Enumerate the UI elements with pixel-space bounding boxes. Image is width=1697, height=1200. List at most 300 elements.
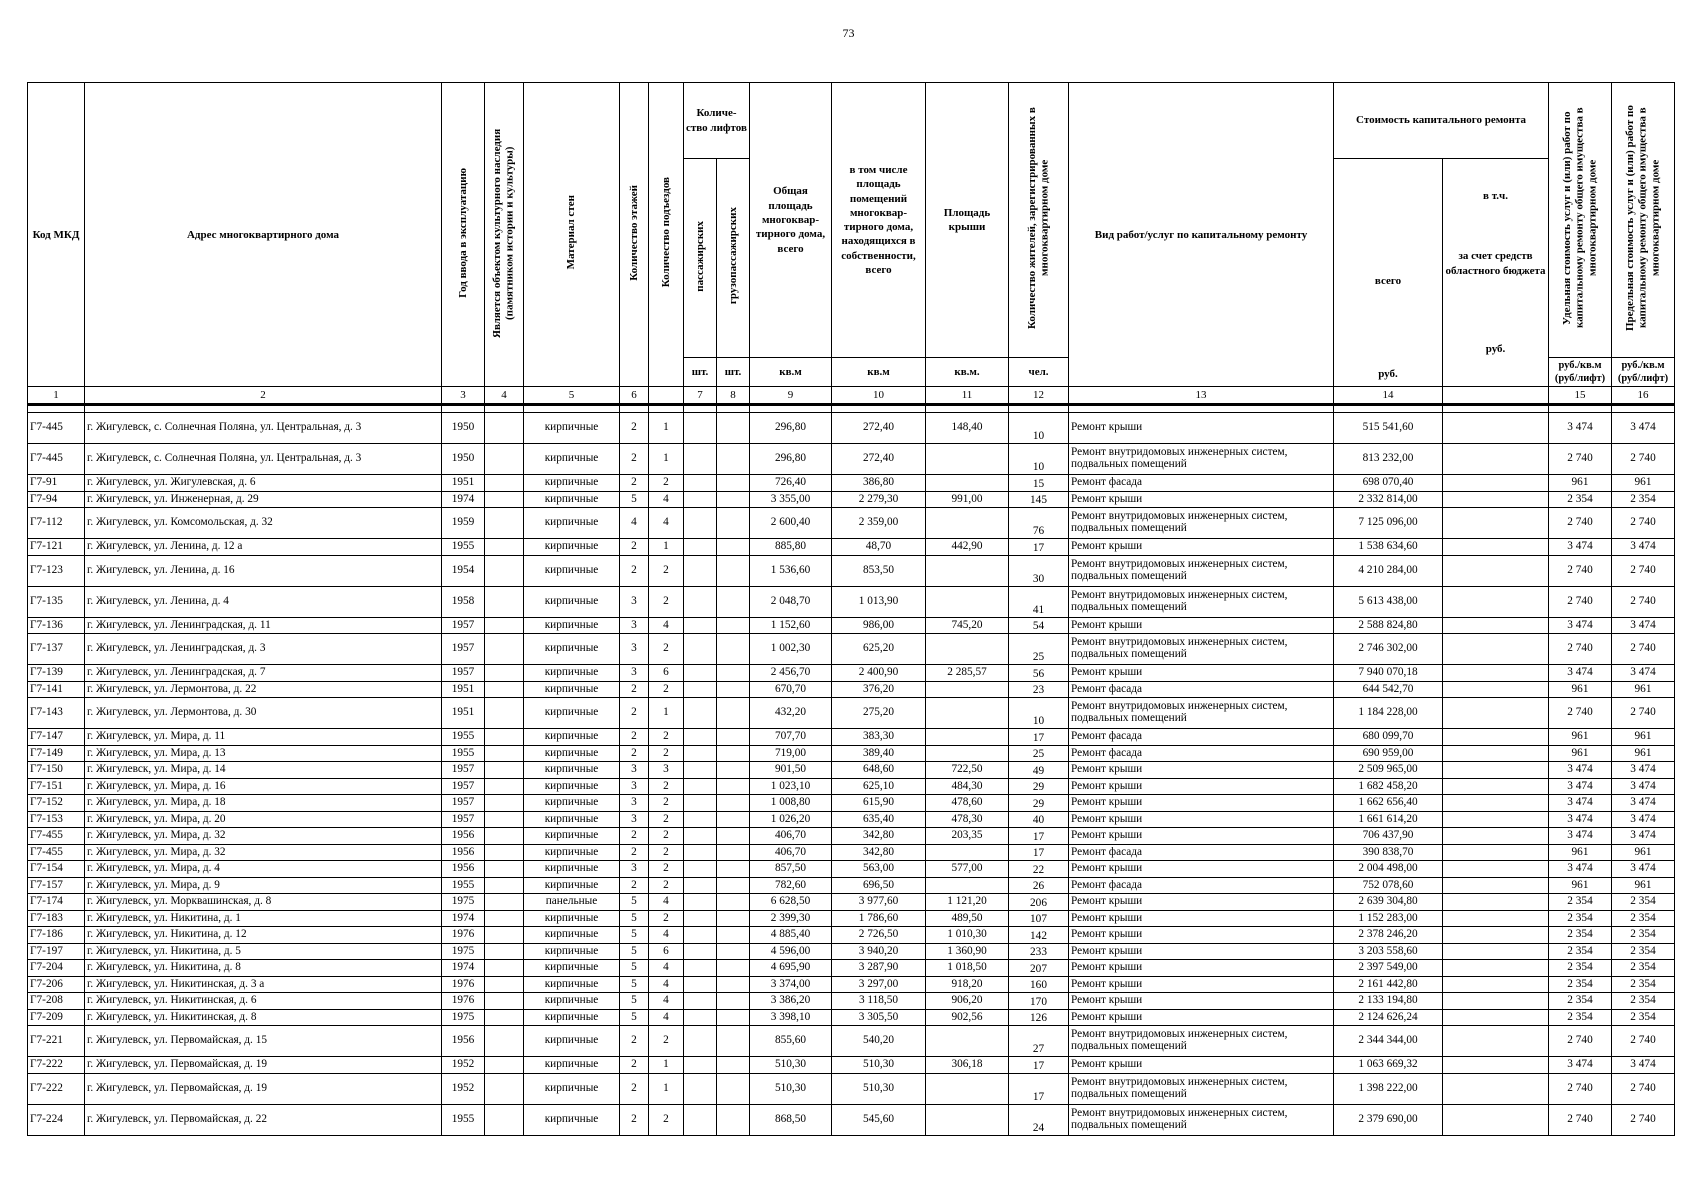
cell-area-total: 510,30 <box>750 1073 832 1104</box>
cell-lifts-pass <box>684 910 717 927</box>
cell-unit-cost: 2 354 <box>1549 894 1612 911</box>
cell-lifts-cargo <box>717 555 750 586</box>
cell-floors: 2 <box>620 539 649 556</box>
cell-cost-total: 2 378 246,20 <box>1334 927 1443 944</box>
cell-max-cost: 961 <box>1612 877 1675 894</box>
cell-residents: 41 <box>1009 586 1069 617</box>
cell-cost-total: 2 746 302,00 <box>1334 634 1443 665</box>
table-row <box>28 993 1675 1010</box>
cell-code: Г7-123 <box>28 555 85 586</box>
cell-floors: 5 <box>620 491 649 508</box>
table-row <box>28 795 1675 812</box>
cell-unit-cost: 3 474 <box>1549 778 1612 795</box>
cell-code: Г7-153 <box>28 811 85 828</box>
cell-cost-regional <box>1443 1073 1549 1104</box>
table-row <box>28 1057 1675 1074</box>
cell-unit-cost: 2 740 <box>1549 586 1612 617</box>
cell-residents: 233 <box>1009 943 1069 960</box>
cell-unit-cost: 2 354 <box>1549 910 1612 927</box>
cell-year: 1952 <box>442 1073 485 1104</box>
table-row <box>28 617 1675 634</box>
cell-code: Г7-455 <box>28 828 85 845</box>
cell-area-total: 1 023,10 <box>750 778 832 795</box>
cell-max-cost: 2 740 <box>1612 1026 1675 1057</box>
cell-lifts-cargo <box>717 894 750 911</box>
cell-cost-regional <box>1443 508 1549 539</box>
cell-roof-area <box>926 844 1009 861</box>
header-heritage: Является объектом культурного наследия (памятником истории и культуры) <box>485 83 524 387</box>
cell-heritage <box>485 1057 524 1074</box>
cell-cost-regional <box>1443 795 1549 812</box>
cell-work-type: Ремонт внутридомовых инженерных систем, подвальных помещений <box>1069 1073 1334 1104</box>
cell-work-type: Ремонт крыши <box>1069 1009 1334 1026</box>
cell-heritage <box>485 555 524 586</box>
cell-area-total: 406,70 <box>750 828 832 845</box>
cell-walls: кирпичные <box>524 778 620 795</box>
cell-area-owned: 342,80 <box>832 844 926 861</box>
cell-walls: кирпичные <box>524 1104 620 1135</box>
cell-address: г. Жигулевск, ул. Морквашинская, д. 8 <box>85 894 442 911</box>
cell-year: 1974 <box>442 491 485 508</box>
cell-max-cost: 3 474 <box>1612 617 1675 634</box>
cell-area-total: 3 386,20 <box>750 993 832 1010</box>
cell-walls: кирпичные <box>524 861 620 878</box>
cell-entrances: 2 <box>649 811 684 828</box>
cell-address: г. Жигулевск, ул. Лермонтова, д. 30 <box>85 698 442 729</box>
cell-residents: 10 <box>1009 413 1069 444</box>
cell-walls: кирпичные <box>524 993 620 1010</box>
cell-year: 1974 <box>442 910 485 927</box>
cell-roof-area <box>926 508 1009 539</box>
cell-lifts-pass <box>684 665 717 682</box>
cell-code: Г7-174 <box>28 894 85 911</box>
cell-area-total: 4 885,40 <box>750 927 832 944</box>
cell-roof-area: 148,40 <box>926 413 1009 444</box>
cell-address: г. Жигулевск, ул. Ленинградская, д. 11 <box>85 617 442 634</box>
table-row <box>28 745 1675 762</box>
cell-residents: 17 <box>1009 828 1069 845</box>
cell-address: г. Жигулевск, ул. Ленина, д. 4 <box>85 586 442 617</box>
cell-walls: кирпичные <box>524 665 620 682</box>
cell-area-owned: 540,20 <box>832 1026 926 1057</box>
cell-unit-cost: 2 740 <box>1549 444 1612 475</box>
cell-address: г. Жигулевск, ул. Комсомольская, д. 32 <box>85 508 442 539</box>
cell-year: 1956 <box>442 828 485 845</box>
cell-heritage <box>485 960 524 977</box>
cell-entrances: 3 <box>649 762 684 779</box>
cell-floors: 5 <box>620 976 649 993</box>
cell-walls: кирпичные <box>524 491 620 508</box>
cell-address: г. Жигулевск, ул. Жигулевская, д. 6 <box>85 475 442 492</box>
cell-year: 1952 <box>442 1057 485 1074</box>
cell-area-total: 726,40 <box>750 475 832 492</box>
cell-roof-area: 442,90 <box>926 539 1009 556</box>
cell-max-cost: 2 740 <box>1612 634 1675 665</box>
cell-cost-regional <box>1443 877 1549 894</box>
cell-work-type: Ремонт крыши <box>1069 943 1334 960</box>
cell-lifts-pass <box>684 617 717 634</box>
cell-code: Г7-209 <box>28 1009 85 1026</box>
cell-heritage <box>485 508 524 539</box>
cell-heritage <box>485 745 524 762</box>
cell-cost-total: 644 542,70 <box>1334 681 1443 698</box>
column-number: 16 <box>1612 387 1675 405</box>
cell-area-total: 2 399,30 <box>750 910 832 927</box>
unit-cost-regional: руб. <box>1485 342 1506 355</box>
cell-work-type: Ремонт крыши <box>1069 976 1334 993</box>
cell-lifts-pass <box>684 1057 717 1074</box>
cell-max-cost: 2 354 <box>1612 976 1675 993</box>
column-number: 9 <box>750 387 832 405</box>
cell-address: г. Жигулевск, ул. Никитина, д. 12 <box>85 927 442 944</box>
cell-cost-regional <box>1443 586 1549 617</box>
cell-code: Г7-197 <box>28 943 85 960</box>
table-row <box>28 877 1675 894</box>
cell-work-type: Ремонт крыши <box>1069 861 1334 878</box>
cell-residents: 25 <box>1009 745 1069 762</box>
cell-work-type: Ремонт фасада <box>1069 877 1334 894</box>
cell-work-type: Ремонт внутридомовых инженерных систем, подвальных помещений <box>1069 555 1334 586</box>
cell-lifts-cargo <box>717 745 750 762</box>
cell-year: 1955 <box>442 729 485 746</box>
cell-walls: кирпичные <box>524 1057 620 1074</box>
cell-lifts-pass <box>684 475 717 492</box>
cell-unit-cost: 3 474 <box>1549 413 1612 444</box>
cell-floors: 3 <box>620 665 649 682</box>
cell-max-cost: 961 <box>1612 475 1675 492</box>
cell-floors: 2 <box>620 844 649 861</box>
cell-unit-cost: 3 474 <box>1549 828 1612 845</box>
cell-area-owned: 563,00 <box>832 861 926 878</box>
cell-code: Г7-94 <box>28 491 85 508</box>
cell-cost-regional <box>1443 745 1549 762</box>
cell-residents: 10 <box>1009 444 1069 475</box>
column-number: 13 <box>1069 387 1334 405</box>
column-number: 2 <box>85 387 442 405</box>
cell-area-total: 1 026,20 <box>750 811 832 828</box>
cell-unit-cost: 961 <box>1549 844 1612 861</box>
cell-cost-regional <box>1443 539 1549 556</box>
unit-max-cost: руб./кв.м (руб/лифт) <box>1612 358 1675 387</box>
cell-heritage <box>485 491 524 508</box>
cell-roof-area <box>926 555 1009 586</box>
cell-roof-area <box>926 877 1009 894</box>
cell-lifts-pass <box>684 698 717 729</box>
cell-area-total: 707,70 <box>750 729 832 746</box>
cell-area-owned: 510,30 <box>832 1073 926 1104</box>
cell-cost-total: 1 063 669,32 <box>1334 1057 1443 1074</box>
cell-max-cost: 2 740 <box>1612 555 1675 586</box>
cell-heritage <box>485 976 524 993</box>
table-row <box>28 1009 1675 1026</box>
cell-entrances: 2 <box>649 586 684 617</box>
cell-unit-cost: 2 354 <box>1549 1009 1612 1026</box>
cell-year: 1950 <box>442 444 485 475</box>
header-area-total: Общая площадь многоквар-тирного дома, всего <box>750 83 832 358</box>
cell-residents: 76 <box>1009 508 1069 539</box>
cell-code: Г7-445 <box>28 444 85 475</box>
cell-code: Г7-222 <box>28 1057 85 1074</box>
cell-heritage <box>485 665 524 682</box>
table-row <box>28 665 1675 682</box>
cell-floors: 3 <box>620 778 649 795</box>
cell-floors: 2 <box>620 1057 649 1074</box>
cell-work-type: Ремонт крыши <box>1069 762 1334 779</box>
cell-residents: 15 <box>1009 475 1069 492</box>
cell-lifts-cargo <box>717 508 750 539</box>
cell-address: г. Жигулевск, ул. Ленинградская, д. 3 <box>85 634 442 665</box>
cell-heritage <box>485 1009 524 1026</box>
header-work-type: Вид работ/услуг по капитальному ремонту <box>1069 83 1334 387</box>
cell-area-total: 3 355,00 <box>750 491 832 508</box>
cell-area-owned: 696,50 <box>832 877 926 894</box>
cell-roof-area <box>926 698 1009 729</box>
cell-year: 1976 <box>442 927 485 944</box>
cell-max-cost: 2 740 <box>1612 586 1675 617</box>
cell-unit-cost: 2 740 <box>1549 1026 1612 1057</box>
cell-unit-cost: 961 <box>1549 729 1612 746</box>
cell-max-cost: 2 740 <box>1612 1104 1675 1135</box>
cell-entrances: 2 <box>649 745 684 762</box>
cell-cost-total: 7 940 070,18 <box>1334 665 1443 682</box>
table-row <box>28 444 1675 475</box>
cell-cost-regional <box>1443 491 1549 508</box>
cell-roof-area <box>926 475 1009 492</box>
cell-year: 1959 <box>442 508 485 539</box>
cell-unit-cost: 2 740 <box>1549 698 1612 729</box>
cell-cost-regional <box>1443 634 1549 665</box>
cell-cost-total: 2 332 814,00 <box>1334 491 1443 508</box>
cell-lifts-cargo <box>717 665 750 682</box>
cell-heritage <box>485 844 524 861</box>
cell-cost-total: 2 397 549,00 <box>1334 960 1443 977</box>
cell-year: 1975 <box>442 943 485 960</box>
cell-area-owned: 48,70 <box>832 539 926 556</box>
cell-unit-cost: 3 474 <box>1549 861 1612 878</box>
cell-floors: 3 <box>620 861 649 878</box>
cell-walls: кирпичные <box>524 444 620 475</box>
table-row <box>28 555 1675 586</box>
cell-floors: 2 <box>620 555 649 586</box>
cell-walls: кирпичные <box>524 539 620 556</box>
cell-area-owned: 272,40 <box>832 413 926 444</box>
cell-cost-regional <box>1443 762 1549 779</box>
cell-lifts-cargo <box>717 1073 750 1104</box>
cell-area-owned: 2 726,50 <box>832 927 926 944</box>
cell-address: г. Жигулевск, ул. Мира, д. 9 <box>85 877 442 894</box>
page-number: 73 <box>842 26 855 40</box>
cell-work-type: Ремонт фасада <box>1069 729 1334 746</box>
cell-unit-cost: 961 <box>1549 877 1612 894</box>
cell-cost-regional <box>1443 1104 1549 1135</box>
cell-heritage <box>485 444 524 475</box>
cell-area-owned: 389,40 <box>832 745 926 762</box>
cell-walls: кирпичные <box>524 555 620 586</box>
cell-year: 1975 <box>442 1009 485 1026</box>
table-row <box>28 539 1675 556</box>
table-row <box>28 861 1675 878</box>
header-cost-total: всего руб. <box>1334 159 1443 387</box>
cell-lifts-pass <box>684 762 717 779</box>
cell-year: 1956 <box>442 1026 485 1057</box>
cell-area-total: 2 048,70 <box>750 586 832 617</box>
cell-lifts-cargo <box>717 1009 750 1026</box>
header-year: Год ввода в эксплуатацию <box>442 83 485 387</box>
cell-residents: 206 <box>1009 894 1069 911</box>
cell-entrances: 1 <box>649 413 684 444</box>
cell-entrances: 2 <box>649 555 684 586</box>
cell-area-owned: 2 400,90 <box>832 665 926 682</box>
cell-lifts-cargo <box>717 844 750 861</box>
cell-code: Г7-121 <box>28 539 85 556</box>
cell-max-cost: 3 474 <box>1612 762 1675 779</box>
header-max-cost: Предельная стоимость услуг и (или) работ по капитальному ремонту общего имущества в многоквартирном доме <box>1612 83 1675 358</box>
cell-lifts-cargo <box>717 413 750 444</box>
table-row <box>28 943 1675 960</box>
cell-entrances: 1 <box>649 444 684 475</box>
cell-max-cost: 3 474 <box>1612 778 1675 795</box>
table-row <box>28 927 1675 944</box>
header-walls: Материал стен <box>524 83 620 387</box>
cell-walls: кирпичные <box>524 910 620 927</box>
cell-unit-cost: 3 474 <box>1549 617 1612 634</box>
table-header <box>28 83 1675 405</box>
cell-address: г. Жигулевск, ул. Никитина, д. 8 <box>85 960 442 977</box>
cell-work-type: Ремонт внутридомовых инженерных систем, подвальных помещений <box>1069 444 1334 475</box>
cell-code: Г7-221 <box>28 1026 85 1057</box>
cell-unit-cost: 2 740 <box>1549 1104 1612 1135</box>
cell-address: г. Жигулевск, ул. Мира, д. 14 <box>85 762 442 779</box>
cell-roof-area: 906,20 <box>926 993 1009 1010</box>
cell-unit-cost: 2 354 <box>1549 960 1612 977</box>
cell-area-owned: 386,80 <box>832 475 926 492</box>
cell-heritage <box>485 861 524 878</box>
cell-lifts-cargo <box>717 927 750 944</box>
cell-max-cost: 3 474 <box>1612 861 1675 878</box>
cell-area-owned: 986,00 <box>832 617 926 634</box>
cell-area-total: 855,60 <box>750 1026 832 1057</box>
cell-lifts-cargo <box>717 539 750 556</box>
cell-entrances: 6 <box>649 943 684 960</box>
unit-unit-cost: руб./кв.м (руб/лифт) <box>1549 358 1612 387</box>
cell-work-type: Ремонт крыши <box>1069 491 1334 508</box>
cell-lifts-cargo <box>717 491 750 508</box>
cell-cost-total: 752 078,60 <box>1334 877 1443 894</box>
column-number: 8 <box>717 387 750 405</box>
cell-unit-cost: 2 354 <box>1549 976 1612 993</box>
cell-cost-regional <box>1443 943 1549 960</box>
cell-floors: 3 <box>620 634 649 665</box>
cell-cost-total: 1 662 656,40 <box>1334 795 1443 812</box>
cell-heritage <box>485 943 524 960</box>
cell-residents: 17 <box>1009 539 1069 556</box>
cell-max-cost: 2 354 <box>1612 993 1675 1010</box>
cell-year: 1955 <box>442 745 485 762</box>
cell-heritage <box>485 413 524 444</box>
cell-work-type: Ремонт крыши <box>1069 993 1334 1010</box>
header-roof-area: Площадь крыши <box>926 83 1009 358</box>
cell-cost-regional <box>1443 844 1549 861</box>
cell-walls: кирпичные <box>524 844 620 861</box>
cell-residents: 207 <box>1009 960 1069 977</box>
column-number: 14 <box>1334 387 1443 405</box>
cell-area-owned: 3 287,90 <box>832 960 926 977</box>
cell-entrances: 4 <box>649 894 684 911</box>
cell-residents: 10 <box>1009 698 1069 729</box>
column-number: 11 <box>926 387 1009 405</box>
column-number: 10 <box>832 387 926 405</box>
cell-work-type: Ремонт крыши <box>1069 910 1334 927</box>
cell-area-total: 868,50 <box>750 1104 832 1135</box>
cell-lifts-cargo <box>717 1026 750 1057</box>
cell-work-type: Ремонт крыши <box>1069 927 1334 944</box>
cell-entrances: 2 <box>649 795 684 812</box>
cell-work-type: Ремонт фасада <box>1069 681 1334 698</box>
header-residents: Количество жителей, зарегистрированных в многоквартирном доме <box>1009 83 1069 358</box>
cell-cost-total: 1 538 634,60 <box>1334 539 1443 556</box>
table-row <box>28 681 1675 698</box>
header-entrances: Количество подъездов <box>649 83 684 387</box>
cell-lifts-pass <box>684 993 717 1010</box>
cell-unit-cost: 3 474 <box>1549 665 1612 682</box>
cell-walls: панельные <box>524 894 620 911</box>
cell-lifts-pass <box>684 844 717 861</box>
cell-code: Г7-157 <box>28 877 85 894</box>
cell-walls: кирпичные <box>524 745 620 762</box>
cell-work-type: Ремонт крыши <box>1069 828 1334 845</box>
cell-code: Г7-147 <box>28 729 85 746</box>
cell-year: 1950 <box>442 413 485 444</box>
cell-cost-regional <box>1443 413 1549 444</box>
cell-lifts-pass <box>684 1073 717 1104</box>
cell-roof-area: 484,30 <box>926 778 1009 795</box>
cell-roof-area: 902,56 <box>926 1009 1009 1026</box>
cell-residents: 25 <box>1009 634 1069 665</box>
cell-cost-total: 515 541,60 <box>1334 413 1443 444</box>
cell-cost-regional <box>1443 698 1549 729</box>
cell-unit-cost: 3 474 <box>1549 539 1612 556</box>
column-number <box>649 387 684 405</box>
cell-code: Г7-154 <box>28 861 85 878</box>
cell-address: г. Жигулевск, ул. Никитинская, д. 3 а <box>85 976 442 993</box>
column-number: 6 <box>620 387 649 405</box>
cell-code: Г7-186 <box>28 927 85 944</box>
cell-walls: кирпичные <box>524 698 620 729</box>
cell-address: г. Жигулевск, ул. Ленина, д. 12 а <box>85 539 442 556</box>
header-floors: Количество этажей <box>620 83 649 387</box>
cell-year: 1957 <box>442 778 485 795</box>
cell-cost-total: 2 161 442,80 <box>1334 976 1443 993</box>
cell-area-owned: 3 297,00 <box>832 976 926 993</box>
cell-cost-regional <box>1443 811 1549 828</box>
cell-year: 1957 <box>442 634 485 665</box>
cell-max-cost: 2 354 <box>1612 910 1675 927</box>
column-number: 5 <box>524 387 620 405</box>
cell-cost-total: 1 661 614,20 <box>1334 811 1443 828</box>
cell-floors: 2 <box>620 1073 649 1104</box>
cell-roof-area: 478,60 <box>926 795 1009 812</box>
cell-unit-cost: 2 354 <box>1549 943 1612 960</box>
cell-area-total: 432,20 <box>750 698 832 729</box>
cell-lifts-cargo <box>717 762 750 779</box>
cell-address: г. Жигулевск, ул. Никитина, д. 5 <box>85 943 442 960</box>
cell-max-cost: 961 <box>1612 729 1675 746</box>
cell-address: г. Жигулевск, ул. Мира, д. 32 <box>85 828 442 845</box>
cell-entrances: 1 <box>649 1057 684 1074</box>
cell-cost-regional <box>1443 828 1549 845</box>
cell-year: 1958 <box>442 586 485 617</box>
cell-cost-regional <box>1443 555 1549 586</box>
